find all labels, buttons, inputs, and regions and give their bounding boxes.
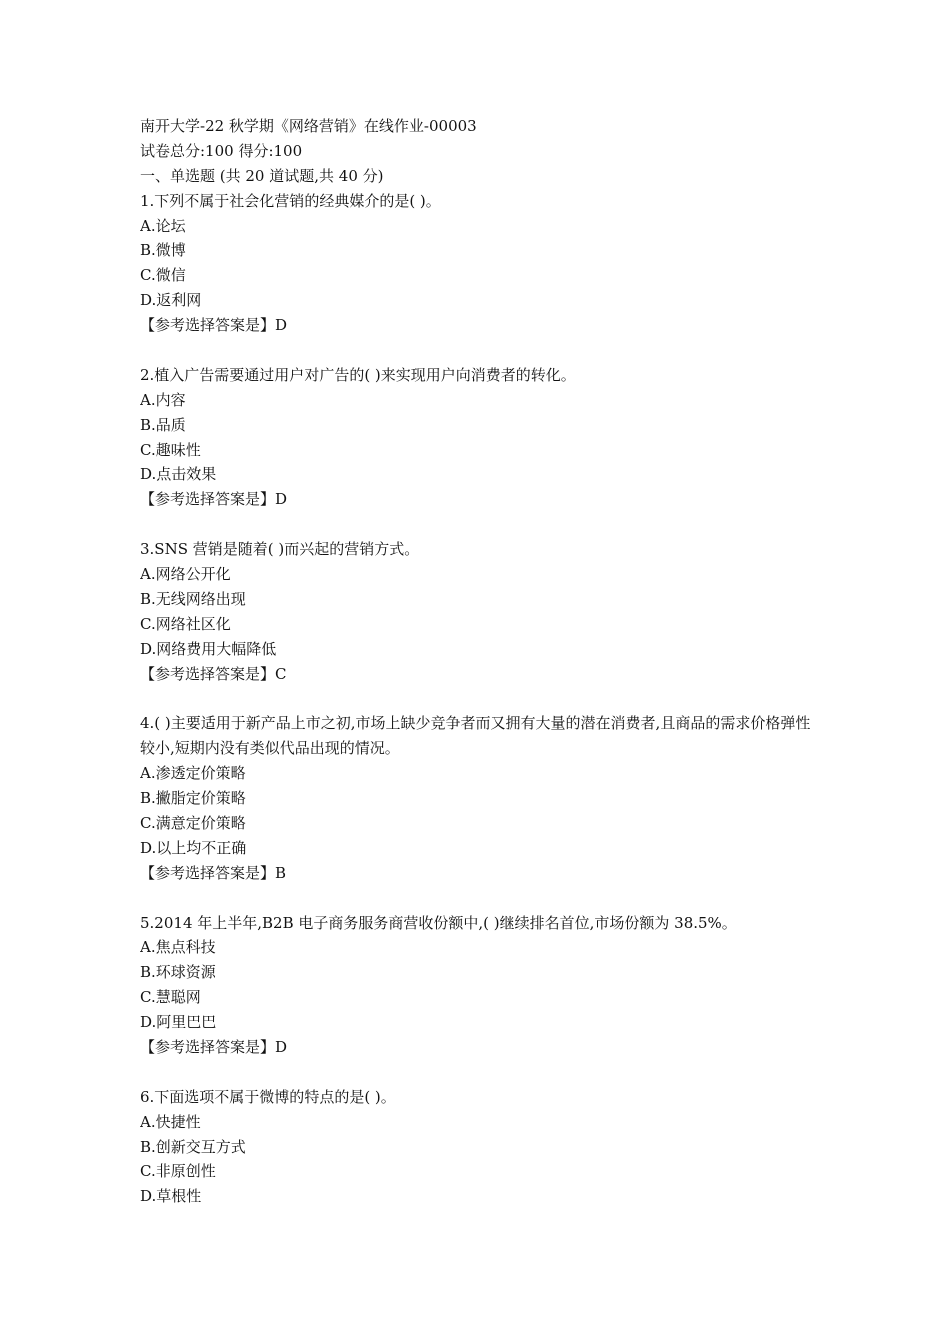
question-stem: 3.SNS 营销是随着( )而兴起的营销方式。	[140, 540, 420, 559]
reference-answer: 【参考选择答案是】D	[140, 316, 288, 335]
question-2	[140, 363, 820, 512]
option-c: C.网络社区化	[140, 614, 231, 633]
question-6	[140, 1085, 820, 1209]
question-stem: 5.2014 年上半年,B2B 电子商务服务商营收份额中,( )继续排名首位,市场份额为 38.5%。	[140, 913, 737, 932]
question-1	[140, 189, 820, 338]
option-d: D.返利网	[140, 291, 202, 310]
option-b: B.品质	[140, 415, 186, 434]
reference-answer: 【参考选择答案是】C	[140, 664, 287, 683]
exam-title: 南开大学-22 秋学期《网络营销》在线作业-00003	[140, 117, 477, 135]
option-a: A.快捷性	[140, 1112, 201, 1131]
option-c: C.慧聪网	[140, 988, 201, 1007]
option-c: C.满意定价策略	[140, 813, 246, 832]
reference-answer: 【参考选择答案是】B	[140, 863, 287, 882]
question-stem: 2.植入广告需要通过用户对广告的( )来实现用户向消费者的转化。	[140, 365, 576, 384]
exam-score: 试卷总分:100 得分:100	[140, 141, 303, 160]
option-a: A.内容	[140, 390, 186, 409]
option-c: C.趣味性	[140, 440, 201, 459]
option-b: B.创新交互方式	[140, 1137, 246, 1156]
section-heading: 一、单选题 (共 20 道试题,共 40 分)	[140, 166, 384, 185]
option-d: D.草根性	[140, 1187, 202, 1206]
question-4	[140, 711, 820, 885]
option-d: D.阿里巴巴	[140, 1013, 217, 1032]
reference-answer: 【参考选择答案是】D	[140, 490, 288, 509]
option-a: A.网络公开化	[140, 565, 231, 584]
option-c: C.微信	[140, 266, 186, 285]
option-a: A.焦点科技	[140, 938, 216, 957]
option-a: A.论坛	[140, 216, 186, 235]
option-d: D.点击效果	[140, 465, 217, 484]
exam-header	[140, 114, 820, 189]
question-stem: 4.( )主要适用于新产品上市之初,市场上缺少竞争者而又拥有大量的潜在消费者,且商品的需求价格弹性较小,短期内没有类似代品出现的情况。	[140, 714, 811, 758]
question-stem: 6.下面选项不属于微博的特点的是( )。	[140, 1087, 396, 1106]
reference-answer: 【参考选择答案是】D	[140, 1037, 288, 1056]
option-b: B.环球资源	[140, 963, 216, 982]
option-b: B.无线网络出现	[140, 589, 246, 608]
question-5	[140, 911, 820, 1060]
question-stem: 1.下列不属于社会化营销的经典媒介的是( )。	[140, 191, 441, 210]
option-c: C.非原创性	[140, 1162, 216, 1181]
option-b: B.撇脂定价策略	[140, 789, 246, 808]
option-b: B.微博	[140, 241, 186, 260]
document-page	[140, 114, 820, 1209]
option-d: D.以上均不正确	[140, 838, 247, 857]
option-a: A.渗透定价策略	[140, 764, 246, 783]
question-3	[140, 537, 820, 686]
option-d: D.网络费用大幅降低	[140, 639, 277, 658]
